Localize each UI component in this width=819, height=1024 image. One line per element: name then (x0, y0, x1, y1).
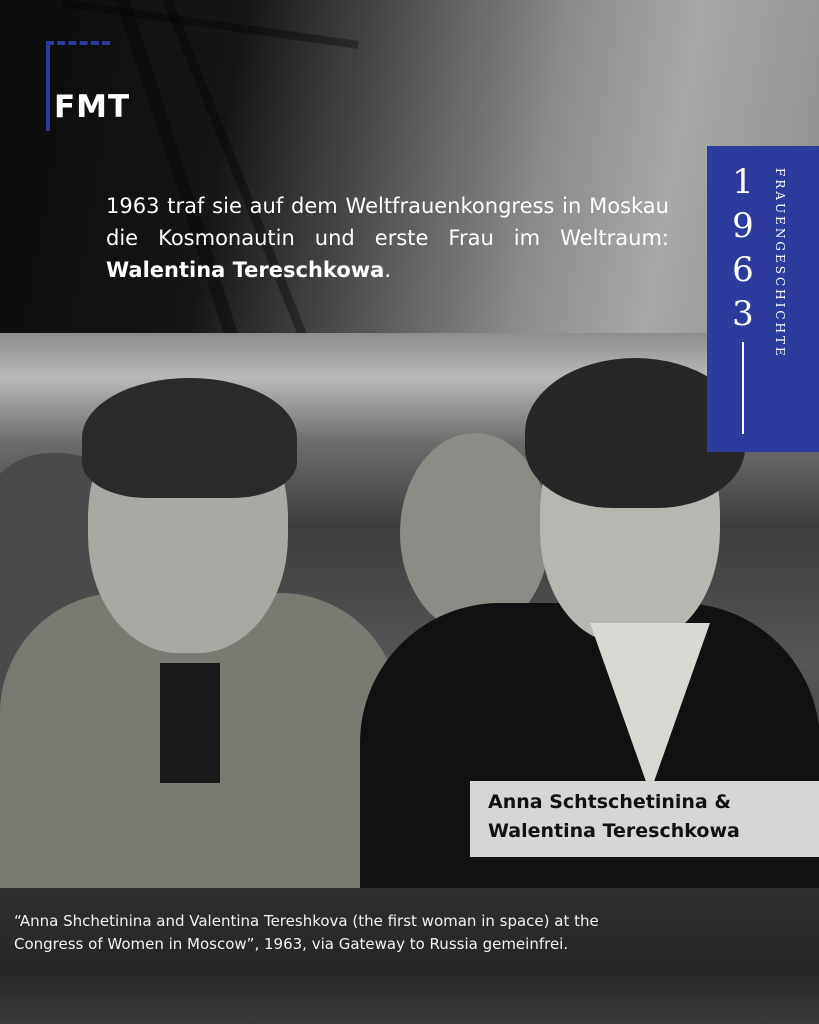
year-banner (707, 146, 819, 452)
caption-line-2: Walentina Tereschkowa (488, 820, 740, 842)
banner-label: FRAUENGESCHICHTE (773, 168, 787, 359)
year-digit: 3 (732, 294, 754, 334)
fmt-logo (46, 41, 134, 133)
logo-text: FMT (54, 89, 131, 125)
intro-text (106, 190, 669, 286)
year-digit: 1 (732, 162, 754, 202)
year-digit: 6 (732, 250, 754, 290)
year-digit: 9 (732, 206, 754, 246)
banner-year (725, 160, 761, 336)
credit-line-1: “Anna Shchetinina and Valentina Tereshkova (the first woman in space) at the (14, 912, 599, 930)
name-caption (470, 781, 819, 857)
banner-divider (742, 342, 744, 434)
caption-line-1: Anna Schtschetinina & (488, 791, 731, 813)
intro-text-end: . (384, 258, 392, 282)
background-photo-bottom (0, 888, 819, 1024)
intro-highlight-name: Walentina Tereschkowa (106, 258, 385, 282)
photo-credit (14, 910, 714, 956)
intro-text-start: 1963 traf sie auf dem Weltfrauenkongress in Moskau die Kosmonautin und erste Frau im Weltraum: (106, 194, 669, 250)
credit-line-2: Congress of Women in Moscow”, 1963, via Gateway to Russia gemeinfrei. (14, 935, 569, 953)
